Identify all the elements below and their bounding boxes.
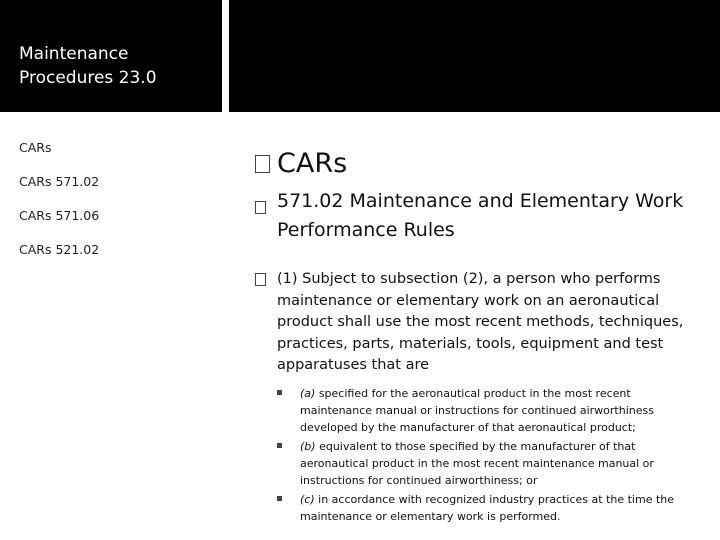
square-bullet-icon bbox=[277, 496, 282, 501]
right-header-bar bbox=[229, 0, 720, 112]
square-bullet-icon bbox=[277, 390, 282, 395]
subitem-letter: (b) bbox=[300, 439, 316, 453]
rule-subitems bbox=[277, 385, 705, 525]
sidebar-item-cars-571-02[interactable]: CARs 571.02 bbox=[19, 174, 100, 189]
list-item bbox=[277, 438, 705, 489]
subitem-text: in accordance with recognized industry practices at the time the maintenance or elementary work is performed. bbox=[300, 492, 675, 523]
left-header-bar bbox=[0, 0, 222, 112]
subitem-text: equivalent to those specified by the manufacturer of that aeronautical product in the most recent maintenance manual or instructions for continued airworthiness; or bbox=[300, 439, 654, 487]
subitem-text: specified for the aeronautical product in the most recent maintenance manual or instructions for continued airworthiness developed by the manufacturer of that aeronautical product; bbox=[300, 386, 654, 434]
subitem-letter: (c) bbox=[300, 492, 315, 506]
sidebar-item-cars[interactable]: CARs bbox=[19, 140, 52, 155]
sidebar-item-cars-521-02[interactable]: CARs 521.02 bbox=[19, 242, 100, 257]
rule-paragraph bbox=[255, 269, 705, 377]
box-bullet-icon bbox=[255, 201, 266, 214]
box-bullet-icon bbox=[255, 155, 270, 173]
slide-subheading-text: 571.02 Maintenance and Elementary Work Performance Rules bbox=[277, 190, 684, 241]
sidebar-item-cars-571-06[interactable]: CARs 571.06 bbox=[19, 208, 100, 223]
slide-subheading bbox=[255, 187, 705, 245]
subitem-letter: (a) bbox=[300, 386, 316, 400]
section-title: Maintenance Procedures 23.0 bbox=[19, 44, 157, 88]
square-bullet-icon bbox=[277, 443, 282, 448]
slide-heading bbox=[255, 148, 705, 180]
list-item bbox=[277, 385, 705, 436]
list-item bbox=[277, 491, 705, 525]
box-bullet-icon bbox=[255, 273, 266, 286]
slide-content bbox=[255, 148, 705, 527]
slide-heading-text: CARs bbox=[277, 148, 348, 179]
sidebar-nav bbox=[19, 140, 219, 276]
rule-paragraph-text: (1) Subject to subsection (2), a person who performs maintenance or elementary work on an aeronautical product shall use the most recent methods, techniques, practices, parts, materials, tools, equipment and test apparatuses that are bbox=[277, 271, 684, 373]
